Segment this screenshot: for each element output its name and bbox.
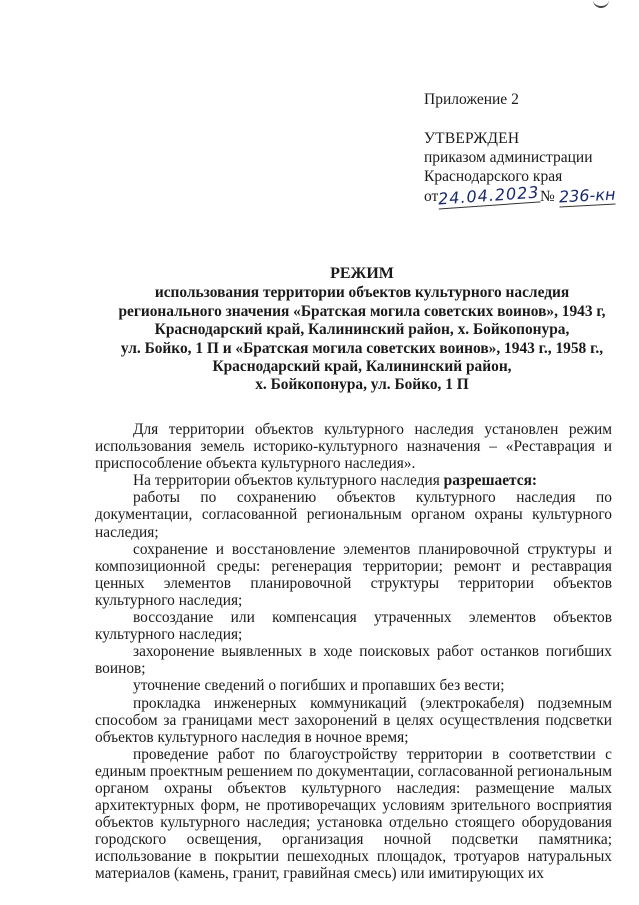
- order-line: [424, 182, 629, 209]
- title-line: Краснодарский край, Калининский район,: [212, 358, 512, 376]
- paragraph: воссоздание или компенсация утраченных элементов объектов культурного наследия;: [95, 609, 612, 644]
- paragraph: проведение работ по благоустройству территории в соответствии с единым проектным решением по документации, согласованной региональным органом охраны объектов культурного наследия: размещение малых архитектурных форм, не противоречащих условиям зрительного восприятия объектов культурного наследия; установка отдельно стоящего оборудования городского освещения, организация ночной подсветки памятника; использование в покрытии пешеходных площадок, тротуаров натуральных материалов (камень, гранит, гравийная смесь) или имитирующих их: [95, 745, 613, 883]
- paragraph: прокладка инженерных коммуникаций (электрокабеля) подземным способом за границами мест захоронений в целях осуществления подсветки объектов культурного наследия в ночное время;: [95, 694, 612, 746]
- annex-label: Приложение 2: [424, 91, 519, 108]
- paragraph: сохранение и восстановление элементов планировочной структуры и композиционной среды: регенерация территории; ремонт и реставрация ценных элементов планировочной структуры территории объектов культурного наследия;: [95, 540, 612, 609]
- allowed-keyword: разрешается:: [443, 472, 538, 490]
- approved-heading: УТВЕРЖДЕН: [424, 130, 520, 147]
- approval-block: [424, 90, 629, 209]
- number-sign: №: [539, 188, 555, 205]
- title-line: регионального значения «Братская могила советских воинов», 1943 г,: [118, 302, 606, 320]
- paragraph: работы по сохранению объектов культурного наследия по документации, согласованной региональным органом охраны культурного наследия;: [95, 489, 612, 541]
- approval-line-2: Краснодарского края: [424, 168, 563, 185]
- paragraph: Для территории объектов культурного наследия установлен режим использования земель историко-культурного назначения – «Реставрация и приспособление объекта культурного наследия».: [95, 421, 612, 473]
- body-text: [95, 421, 612, 883]
- date-prefix: от: [424, 188, 439, 205]
- document-title: РЕЖИМ: [330, 265, 394, 282]
- title-block: [95, 265, 629, 395]
- allowed-intro-text: На территории объектов культурного наследия: [133, 472, 444, 490]
- title-line: х. Бойкопонура, ул. Бойко, 1 П: [255, 376, 469, 394]
- handwritten-date: 24.04.2023: [437, 182, 541, 209]
- title-line: использования территории объектов культурного наследия: [154, 284, 570, 302]
- handwritten-number: 236-кн: [558, 184, 616, 207]
- paragraph: захоронение выявленных в ходе поисковых работ останков погибших воинов;: [95, 643, 612, 678]
- title-line: ул. Бойко, 1 П и «Братская могила советских воинов», 1943 г., 1958 г.,: [120, 339, 604, 357]
- paragraph-allowed-intro: [95, 472, 612, 489]
- paragraph: уточнение сведений о погибших и пропавших без вести;: [133, 677, 505, 695]
- approval-line-1: приказом администрации: [424, 149, 593, 166]
- title-line: Краснодарский край, Калининский район, х. Бойкопонура,: [154, 321, 570, 339]
- page-corner-mark: [593, 0, 609, 8]
